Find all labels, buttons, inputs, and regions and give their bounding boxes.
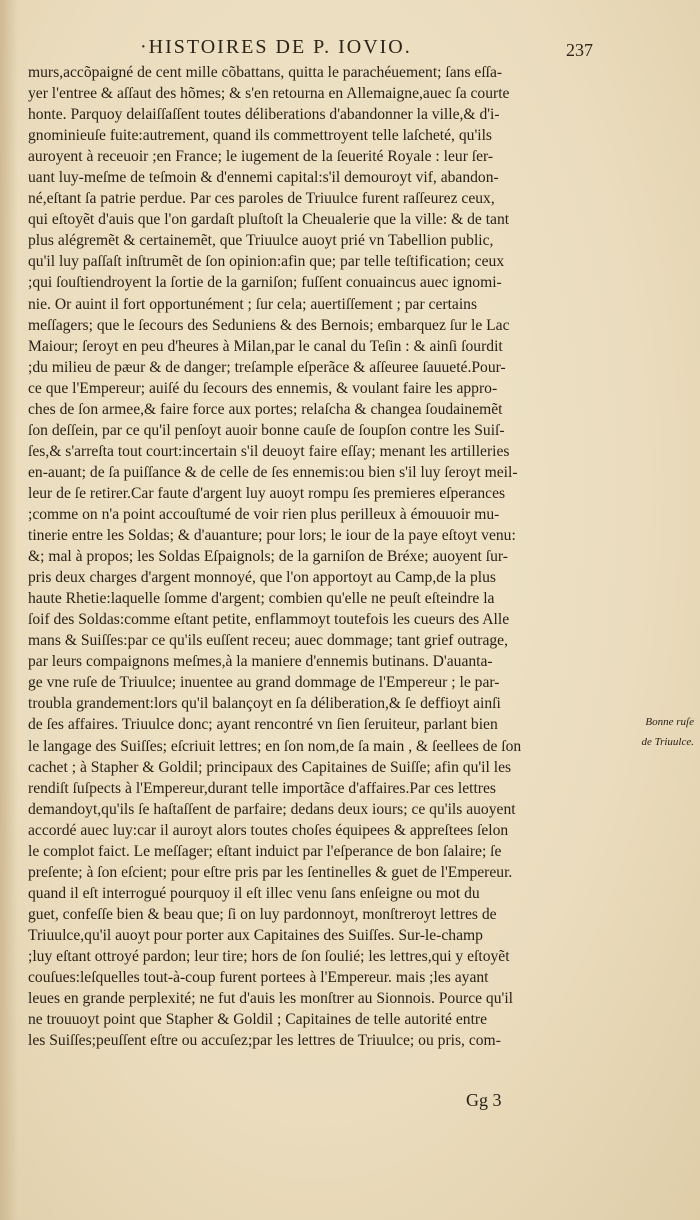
running-header: ·HISTOIRES DE P. IOVIO.	[140, 36, 412, 58]
text-line: preſente; à ſon eſcient; pour eſtre pris par les ſentinelles & guet de l'Empereur.	[28, 863, 513, 881]
text-line: en-auant; de ſa puiſſance & de celle de ſes ennemis:ou bien s'il luy ſeroyt meil-	[28, 463, 518, 481]
text-line: pris deux charges d'argent monnoyé, que l'on apportoyt au Camp,de la plus	[28, 569, 496, 587]
text-line: qu'il luy paſſaſt inſtrumẽt de ſon opinion:afin que; par telle teſtification; ceux	[28, 253, 505, 271]
text-line: ;du milieu de pæur & de danger; treſample eſperãce & aſſeuree ſauueté.Pour-	[28, 358, 506, 376]
margin-note-line: de Triuulce.	[641, 736, 694, 748]
text-line: par leurs compaignons meſmes,à la maniere d'ennemis butinans. D'auanta-	[28, 653, 493, 671]
text-line: Maiour; ſeroyt en peu d'heures à Milan,par le canal du Teſin : & ainſi ſourdit	[28, 337, 503, 355]
text-line: ches de ſon armee,& faire force aux portes; relaſcha & changea ſoudainemẽt	[28, 400, 503, 418]
body-text	[28, 62, 568, 1051]
text-line: auroyent à receuoir ;en France; le iugement de la ſeuerité Royale : leur ſer-	[28, 148, 494, 166]
text-line: ;luy eſtant ottroyé pardon; leur tire; hors de ſon ſoulié; les lettres,qui y eſtoyẽt	[28, 947, 510, 965]
text-line: &; mal à propos; les Soldas Eſpaignols; de la garniſon de Bréxe; auoyent ſur-	[28, 548, 508, 566]
text-line: ſes,& s'arreſta tout court:incertain s'il deuoyt faire eſſay; menant les artilleries	[28, 442, 510, 460]
text-line: le complot faict. Le meſſager; eſtant induict par l'eſperance de bon ſalaire; ſe	[28, 842, 502, 860]
text-line: murs,accõpaigné de cent mille cõbattans, quitta le parachéuement; ſans eſſa-	[28, 64, 503, 81]
text-line: ce que l'Empereur; auiſé du ſecours des ennemis, & voulant faire les appro-	[28, 379, 498, 397]
text-line: ne trouuoyt point que Stapher & Goldil ; Capitaines de telle autorité entre	[28, 1011, 488, 1029]
text-line: honte. Parquoy delaiſſaſſent toutes déliberations d'abandonner la ville,& d'i-	[28, 106, 500, 124]
text-line: couſues:leſquelles tout-à-coup furent portees à l'Empereur. mais ;les ayant	[28, 969, 489, 987]
text-line: yer l'entree & aſſaut des hõmes; & s'en retourna en Allemaigne,auec ſa courte	[28, 85, 510, 103]
text-line: accordé auec luy:car il auroyt alors toutes choſes équipees & appreſtees ſelon	[28, 821, 509, 839]
text-line: haute Rhetie:laquelle ſomme d'argent; combien qu'elle ne peuſt eſteindre la	[28, 590, 495, 608]
text-line: les Suiſſes;peuſſent eſtre ou accuſez;par les lettres de Triuulce; ou pris, com-	[28, 1032, 501, 1050]
text-line: leur de ſe retirer.Car faute d'argent luy auoyt rompu ſes premieres eſperances	[28, 484, 506, 502]
signature-mark: Gg 3	[466, 1090, 502, 1110]
text-line: ;comme on n'a point accouſtumé de voir rien plus perilleux à émouuoir mu-	[28, 505, 500, 523]
text-line: meſſagers; que le ſecours des Seduniens & des Bernois; embarquez ſur le Lac	[28, 316, 510, 334]
text-line: qui eſtoyẽt d'auis que l'on gardaſt pluſtoſt la Cheualerie que la ville: & de tant	[28, 211, 510, 229]
text-line: ;qui ſouſtiendroyent la ſortie de la garniſon; fuſſent conuaincus auec ignomi-	[28, 274, 502, 292]
page-gutter-shadow	[0, 0, 18, 1220]
text-line: nie. Or auint il fort opportunément ; ſur cela; auertiſſement ; par certains	[28, 295, 478, 313]
text-line: plus alégremẽt & certainemẽt, que Triuulce auoyt prié vn Tabellion public,	[28, 232, 494, 250]
text-line: gnominieuſe fuite:autrement, quand ils commettroyent telle laſcheté, qu'ils	[28, 127, 492, 145]
text-line: mans & Suiſſes:par ce qu'ils euſſent receu; auec dommage; tant grief outrage,	[28, 632, 508, 650]
text-line: le langage des Suiſſes; eſcriuit lettres; en ſon nom,de ſa main , & ſeellees de ſon	[28, 737, 522, 755]
text-line: tinerie entre les Soldas; & d'auanture; pour lors; le iour de la paye eſtoyt venu:	[28, 527, 516, 545]
margin-note-line: Bonne ruſe	[645, 716, 694, 728]
text-line: né,eſtant ſa patrie perdue. Par ces paroles de Triuulce furent raſſeurez ceux,	[28, 190, 495, 208]
text-line: de ſes affaires. Triuulce donc; ayant rencontré vn ſien ſeruiteur, parlant bien	[28, 716, 498, 734]
text-line: Triuulce,qu'il auoyt pour porter aux Capitaines des Suiſſes. Sur-le-champ	[28, 926, 483, 944]
text-line: guet, confeſſe bien & beau que; ſi on luy pardonnoyt, monſtreroyt lettres de	[28, 905, 497, 923]
page-number: 237	[566, 40, 593, 60]
text-line: leues en grande perplexité; ne fut d'auis les monſtrer au Sionnois. Pource qu'il	[28, 990, 514, 1008]
text-line: ge vne ruſe de Triuulce; inuentee au grand dommage de l'Empereur ; le par-	[28, 674, 500, 692]
text-line: uant luy-meſme de teſmoin & d'ennemi capital:s'il demouroyt vif, abandon-	[28, 169, 499, 187]
text-line: quand il eſt interrogué pourquoy il eſt illec venu ſans enſeigne ou mot du	[28, 884, 480, 902]
text-line: cachet ; à Stapher & Goldil; principaux des Capitaines de Suiſſe; afin qu'il les	[28, 758, 512, 776]
text-line: ſon deſſein, par ce qu'il penſoyt auoir bonne cauſe de ſoupſon contre les Suiſ-	[28, 421, 505, 439]
text-line: demandoyt,qu'ils ſe haſtaſſent de parfaire; dedans deux iours; ce qu'ils auoyent	[28, 800, 516, 818]
text-line: rendiſt ſuſpects à l'Empereur,durant telle importãce d'affaires.Par ces lettres	[28, 779, 496, 797]
text-line: troubla grandement:lors qu'il balançoyt en ſa déliberation,& ſe deffioyt ainſi	[28, 695, 501, 713]
text-line: ſoif des Soldas:comme eſtant petite, enflammoyt toutefois les cueurs des Alle	[28, 611, 510, 629]
